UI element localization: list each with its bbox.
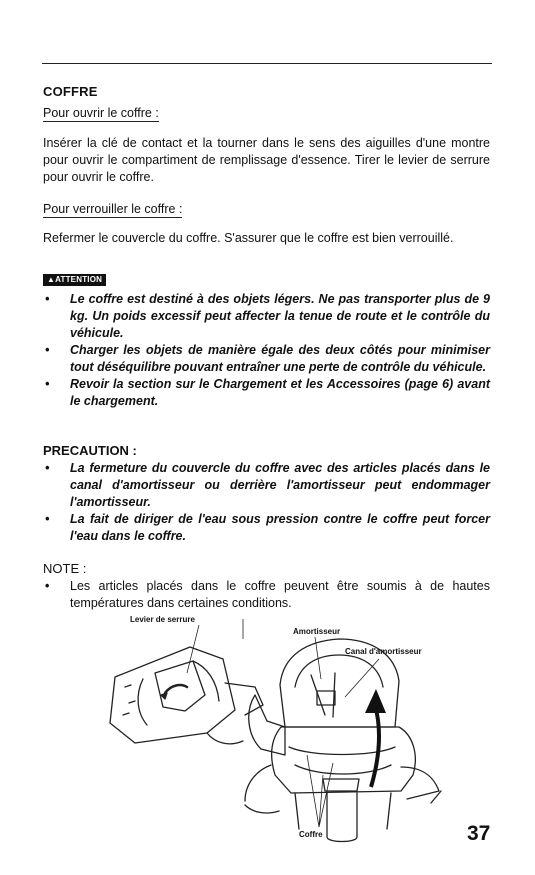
warning-item: • Revoir la section sur le Chargement et les Accessoires (page 6) avant le chargement. xyxy=(43,376,490,410)
open-heading: Pour ouvrir le coffre : xyxy=(43,106,159,120)
label-damper-channel: Canal d'amortisseur xyxy=(345,647,422,656)
motorcycle-trunk-drawing xyxy=(95,615,485,845)
inset-trunk-frame xyxy=(110,647,235,743)
lock-heading: Pour verrouiller le coffre : xyxy=(43,202,183,216)
warning-item: • Le coffre est destiné à des objets légers. Ne pas transporter plus de 9 kg. Un poids excessif peut affecter la tenue de route et le contrôle du véhicule. xyxy=(43,291,490,342)
precaution-item: • La fait de diriger de l'eau sous pression contre le coffre peut forcer l'eau dans le coffre. xyxy=(43,511,490,545)
trunk-illustration xyxy=(95,615,485,845)
precaution-item: • La fermeture du couvercle du coffre avec des articles placés dans le canal d'amortisseur ou derrière l'amortisseur peut endommager l'amortisseur. xyxy=(43,460,490,511)
damper-rod xyxy=(311,673,335,717)
open-direction-arrow xyxy=(371,705,379,787)
label-lock-lever: Levier de serrure xyxy=(130,615,195,624)
top-rule xyxy=(42,63,492,64)
section-title: COFFRE xyxy=(43,84,98,99)
warning-list xyxy=(43,291,490,410)
channel-leader xyxy=(345,659,379,697)
label-damper: Amortisseur xyxy=(293,627,341,636)
precaution-heading: PRECAUTION : xyxy=(43,443,137,458)
precaution-list xyxy=(43,460,490,545)
rear-wheel xyxy=(327,793,357,842)
note-list xyxy=(43,578,490,612)
lock-instructions: Refermer le couvercle du coffre. S'assurer que le coffre est bien verrouillé. xyxy=(43,231,454,245)
label-trunk: Coffre xyxy=(299,830,323,839)
note-heading: NOTE : xyxy=(43,561,87,576)
note-item: • Les articles placés dans le coffre peuvent être soumis à de hautes températures dans certaines conditions. xyxy=(43,578,490,612)
warning-item: • Charger les objets de manière égale des deux côtés pour minimiser tout déséquilibre pouvant entraîner une perte de contrôle du véhicule. xyxy=(43,342,490,376)
attention-badge: ▲ATTENTION xyxy=(43,274,106,286)
trunk-body xyxy=(272,727,416,793)
exhaust xyxy=(245,805,279,813)
page-number: 37 xyxy=(467,822,491,845)
open-instructions: Insérer la clé de contact et la tourner dans le sens des aiguilles d'une montre pour ouvrir le compartiment de remplissage d'essence. Tirer le levier de serrure pour ouvrir le coffre. xyxy=(43,136,490,184)
rear-seat xyxy=(249,695,285,755)
